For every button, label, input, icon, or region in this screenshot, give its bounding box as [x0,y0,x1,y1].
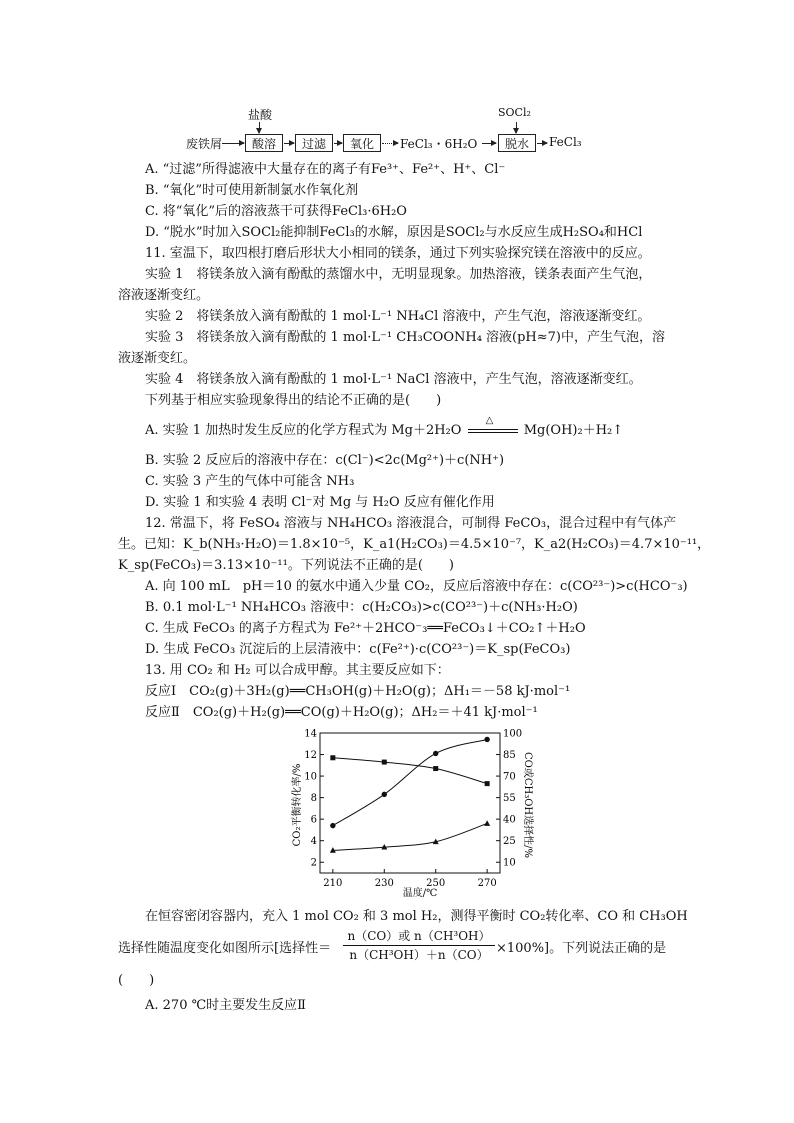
plot-frame [320,733,500,873]
q13-option-a: A. 270 ℃时主要发生反应Ⅱ [145,998,306,1013]
y-axis-left-label: CO₂平衡转化率/% [292,763,303,847]
q10-option-b: B. “氧化”时可使用新制氯水作氧化剂 [145,183,359,198]
heat-condition: △ [485,414,494,426]
flow-arrow [482,143,496,144]
q11-exp1-line2: 溶液逐渐变红。 [118,288,210,303]
q10-option-d: D. “脱水”时加入SOCl₂能抑制FeCl₃的水解，原因是SOCl₂与水反应生成H₂SO₄和HCl [145,225,643,240]
y-right-tick-label: 55 [503,793,516,805]
selectivity-fraction [343,928,495,963]
q11-ask: 下列基于相应实验现象得出的结论不正确的是( ) [145,393,442,408]
q11-option-a-lhs: A. 实验 1 加热时发生反应的化学方程式为 Mg＋2H₂O [145,423,462,438]
series-line-square [333,758,487,784]
q12-stem-line3: K_sp(FeCO₃)＝3.13×10⁻¹¹。下列说法不正确的是( ) [118,558,454,573]
y-right-tick-label: 85 [503,750,516,762]
flow-step-filter: 过滤 [295,134,333,152]
y-left-tick-label: 8 [310,793,317,805]
q13-answer-paren: ( ) [118,973,155,988]
q13-desc-line2-suffix: ×100%]。下列说法正确的是 [496,941,667,956]
q13-reaction-2: 反应Ⅱ CO₂(g)＋H₂(g)══CO(g)＋H₂O(g)；ΔH₂＝＋41 kJ·mol⁻¹ [145,705,538,720]
q10-option-a: A. “过滤”所得滤液中大量存在的离子有Fe³⁺、Fe²⁺、H⁺、Cl⁻ [145,162,506,177]
flow-arrow [284,143,294,144]
q12-option-c: C. 生成 FeCO₃ 的离子方程式为 Fe²⁺＋2HCO⁻₃══FeCO₃↓＋CO₂↑＋H₂O [145,621,586,636]
flow-product-hydrate: FeCl₃・6H₂O [400,137,478,151]
flow-reagent-hcl: 盐酸 [248,108,273,122]
y-right-tick-label: 10 [503,857,516,869]
y-left-tick-label: 14 [304,728,317,740]
flow-reagent-socl2: SOCl₂ [498,106,531,119]
x-tick-label: 250 [426,878,446,889]
y-left-tick-label: 6 [310,814,317,826]
q12-stem-line2: 生。已知：K_b(NH₃·H₂O)＝1.8×10⁻⁵，K_a1(H₂CO₃)＝4.5×10⁻⁷，K_a2(H₂CO₃)＝4.7×10⁻¹¹， [118,537,711,552]
q11-exp3-line1: 实验 3 将镁条放入滴有酚酞的 1 mol·L⁻¹ CH₃COONH₄ 溶液(pH≈7)中，产生气泡，溶 [145,330,666,345]
q13-desc-line2-prefix: 选择性随温度变化如图所示[选择性＝ [118,941,332,956]
flow-step-dehydrate: 脱水 [498,134,536,152]
q11-option-d: D. 实验 1 和实验 4 表明 Cl⁻对 Mg 与 H₂O 反应有催化作用 [145,495,495,510]
q13-stem: 13. 用 CO₂ 和 H₂ 可以合成甲醇。其主要反应如下： [145,663,450,678]
flow-product-final: FeCl₃ [549,135,582,149]
flow-down-arrow [259,122,260,133]
q12-option-a: A. 向 100 mL pH＝10 的氨水中通入少量 CO₂，反应后溶液中存在：c(CO²³⁻)>c(HCO⁻₃) [145,579,688,594]
q11-option-b: B. 实验 2 反应后的溶液中存在：c(Cl⁻)<2c(Mg²⁺)＋c(NH⁺) [145,453,505,468]
reaction-arrow [466,414,520,438]
q10-option-c: C. 将“氧化”后的溶液蒸干可获得FeCl₃·6H₂O [145,204,407,219]
data-point-circle [484,737,489,742]
conversion-selectivity-chart [285,725,535,900]
y-right-tick-label: 25 [503,836,516,848]
y-right-tick-label: 100 [503,728,523,740]
x-tick-label: 230 [374,878,394,889]
data-point-circle [433,751,438,756]
flow-step-oxidize: 氧化 [343,134,381,152]
y-right-tick-label: 70 [503,771,516,783]
flow-arrow [537,143,547,144]
q11-exp3-line2: 液逐渐变红。 [118,351,197,366]
x-axis-label: 温度/℃ [402,888,438,899]
q11-option-c: C. 实验 3 产生的气体中可能含 NH₃ [145,474,355,489]
q13-reaction-1: 反应Ⅰ CO₂(g)＋3H₂(g)══CH₃OH(g)＋H₂O(g)；ΔH₁＝－58 kJ·mol⁻¹ [145,684,571,699]
data-point-triangle [484,820,490,826]
x-tick-label: 270 [477,878,497,889]
data-point-square [330,755,335,760]
data-point-circle [382,792,387,797]
q11-stem: 11. 室温下，取四根打磨后形状大小相同的镁条，通过下列实验探究镁在溶液中的反应。 [145,246,651,261]
data-point-circle [330,823,335,828]
q13-desc-line1: 在恒容密闭容器内，充入 1 mol CO₂ 和 3 mol H₂，测得平衡时 CO₂转化率、CO 和 CH₃OH [145,909,688,924]
q11-exp2: 实验 2 将镁条放入滴有酚酞的 1 mol·L⁻¹ NH₄Cl 溶液中，产生气泡，溶液逐渐变红。 [145,309,651,324]
q11-exp4: 实验 4 将镁条放入滴有酚酞的 1 mol·L⁻¹ NaCl 溶液中，产生气泡，溶液逐渐变红。 [145,372,642,387]
q11-option-a [145,414,624,440]
q12-option-b: B. 0.1 mol·L⁻¹ NH₄HCO₃ 溶液中：c(H₂CO₃)>c(CO²³⁻)＋c(NH₃·H₂O) [145,600,578,615]
y-left-tick-label: 12 [304,750,317,762]
q12-stem-line1: 12. 常温下，将 FeSO₄ 溶液与 NH₄HCO₃ 溶液混合，可制得 FeCO₃，混合过程中有气体产 [145,516,677,531]
y-left-tick-label: 2 [310,857,317,869]
y-left-tick-label: 4 [310,836,317,848]
flow-arrow [222,143,244,144]
q12-option-d: D. 生成 FeCO₃ 沉淀后的上层清液中：c(Fe²⁺)·c(CO²³⁻)＝K_sp(FeCO₃) [145,642,571,657]
flow-arrow [334,143,342,144]
series-line-triangle [333,823,487,850]
data-point-square [433,766,438,771]
data-point-square [382,760,387,765]
y-left-tick-label: 10 [304,771,317,783]
x-tick-label: 210 [323,878,343,889]
flow-start: 废铁屑 [186,137,223,151]
fraction-numerator: n（CO）或 n（CH³OH） [347,929,491,943]
q11-exp1-line1: 实验 1 将镁条放入滴有酚酞的蒸馏水中，无明显现象。加热溶液，镁条表面产生气泡， [145,267,652,282]
flow-dotted-arrow [382,143,398,144]
y-axis-right-label: CO或CH₃OH选择性/% [522,751,533,859]
flow-step-acid: 酸溶 [245,134,283,152]
data-point-square [485,781,490,786]
fraction-denominator: n（CH³OH）＋n（CO） [343,945,495,963]
y-right-tick-label: 40 [503,814,516,826]
q11-option-a-rhs: Mg(OH)₂＋H₂↑ [523,423,624,438]
series-line-circle [333,739,487,825]
flow-down-arrow [516,122,517,133]
